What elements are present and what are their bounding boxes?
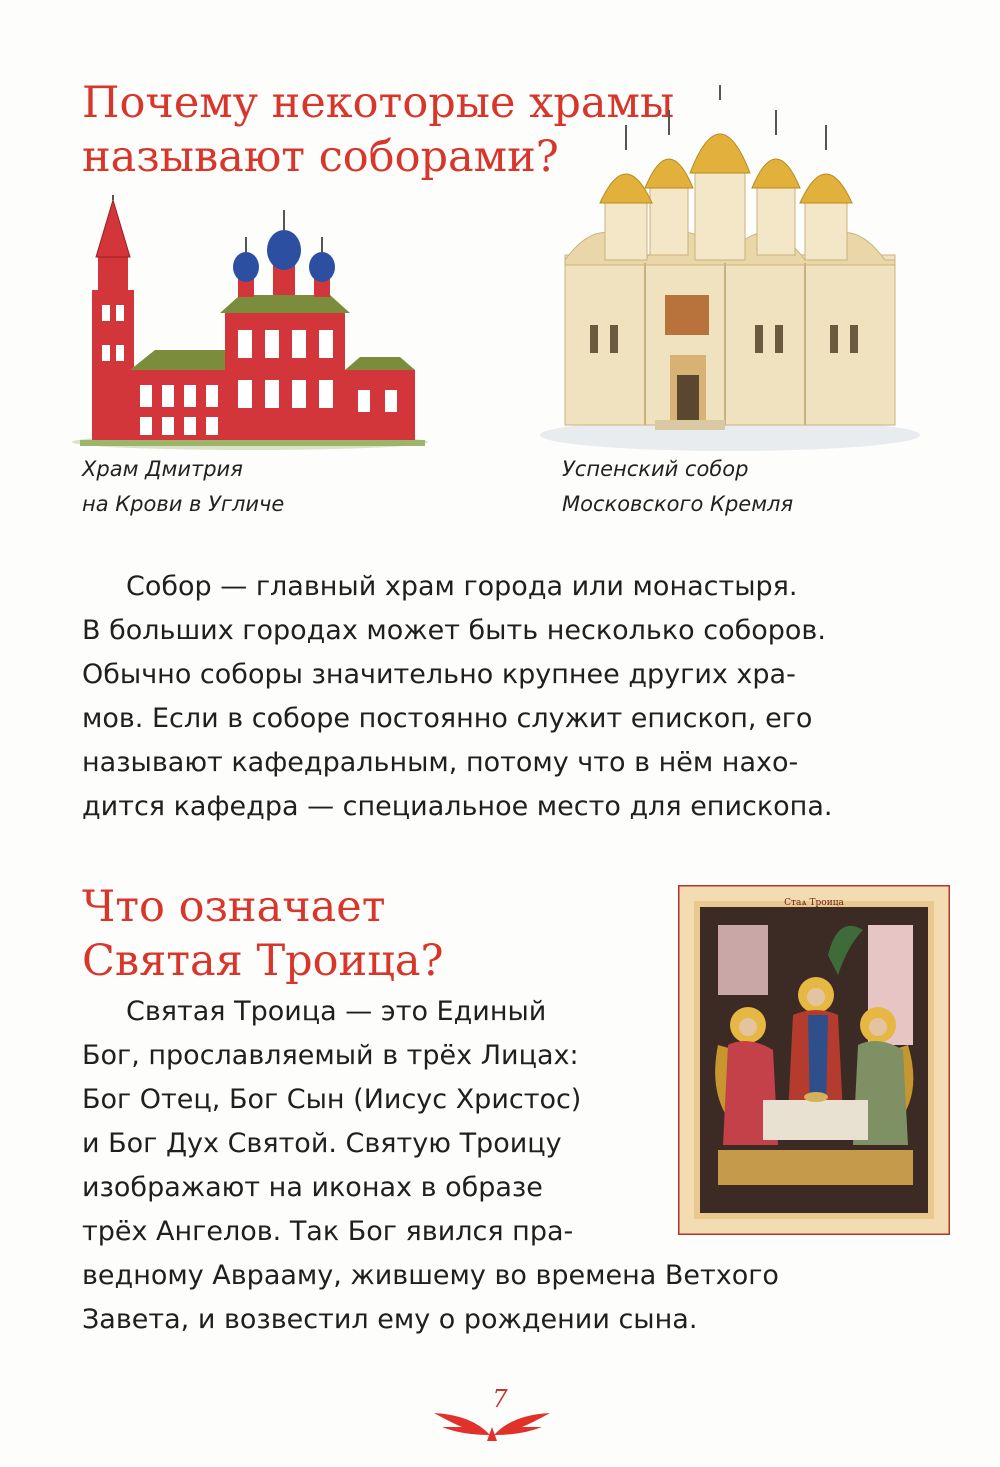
paragraph-line: мов. Если в соборе постоянно служит епископ, его <box>82 703 813 734</box>
caption-line: Храм Дмитрия <box>82 457 243 481</box>
paragraph-line: Обычно соборы значительно крупнее других хра- <box>82 659 796 690</box>
icon-inscription: Стаѧ Троица <box>784 898 844 908</box>
section2-title-line: Святая Троица? <box>82 936 444 986</box>
wings-ornament-icon <box>432 1405 552 1445</box>
uspensky-cathedral-illustration <box>535 85 925 455</box>
caption-line: на Крови в Угличе <box>82 492 285 516</box>
paragraph-line: дится кафедра — специальное место для епископа. <box>82 791 833 822</box>
section2-paragraph <box>82 990 779 1342</box>
paragraph-line: Завета, и возвестил ему о рождении сына. <box>82 1304 698 1335</box>
section2-title-line: Что означает <box>82 882 386 932</box>
paragraph-line: и Бог Дух Святой. Святую Троицу <box>82 1128 562 1159</box>
caption-line: Успенский собор <box>562 457 749 481</box>
section1-title-line: называют соборами? <box>82 132 559 182</box>
caption-dmitry-church <box>82 452 284 522</box>
paragraph-line: называют кафедральным, потому что в нём нахо- <box>82 747 799 778</box>
caption-line: Московского Кремля <box>562 492 794 516</box>
paragraph-line: ведному Аврааму, жившему во времена Ветхого <box>82 1260 779 1291</box>
paragraph-line: Бог, прославляемый в трёх Лицах: <box>82 1040 579 1071</box>
paragraph-line: изображают на иконах в образе <box>82 1172 543 1203</box>
paragraph-line: Собор — главный храм города или монастыря. <box>126 571 798 602</box>
section1-title-line: Почему некоторые храмы <box>82 78 675 128</box>
caption-uspensky-cathedral <box>562 452 793 522</box>
paragraph-line: трёх Ангелов. Так Бог явился пра- <box>82 1216 574 1247</box>
page-number: 7 <box>492 1385 508 1413</box>
paragraph-line: В больших городах может быть несколько соборов. <box>82 615 826 646</box>
paragraph-line: Святая Троица — это Единый <box>126 996 547 1027</box>
section2-title <box>82 880 444 988</box>
paragraph-line: Бог Отец, Бог Сын (Иисус Христос) <box>82 1084 582 1115</box>
section1-paragraph <box>82 565 832 829</box>
church-dmitry-illustration <box>70 195 430 450</box>
